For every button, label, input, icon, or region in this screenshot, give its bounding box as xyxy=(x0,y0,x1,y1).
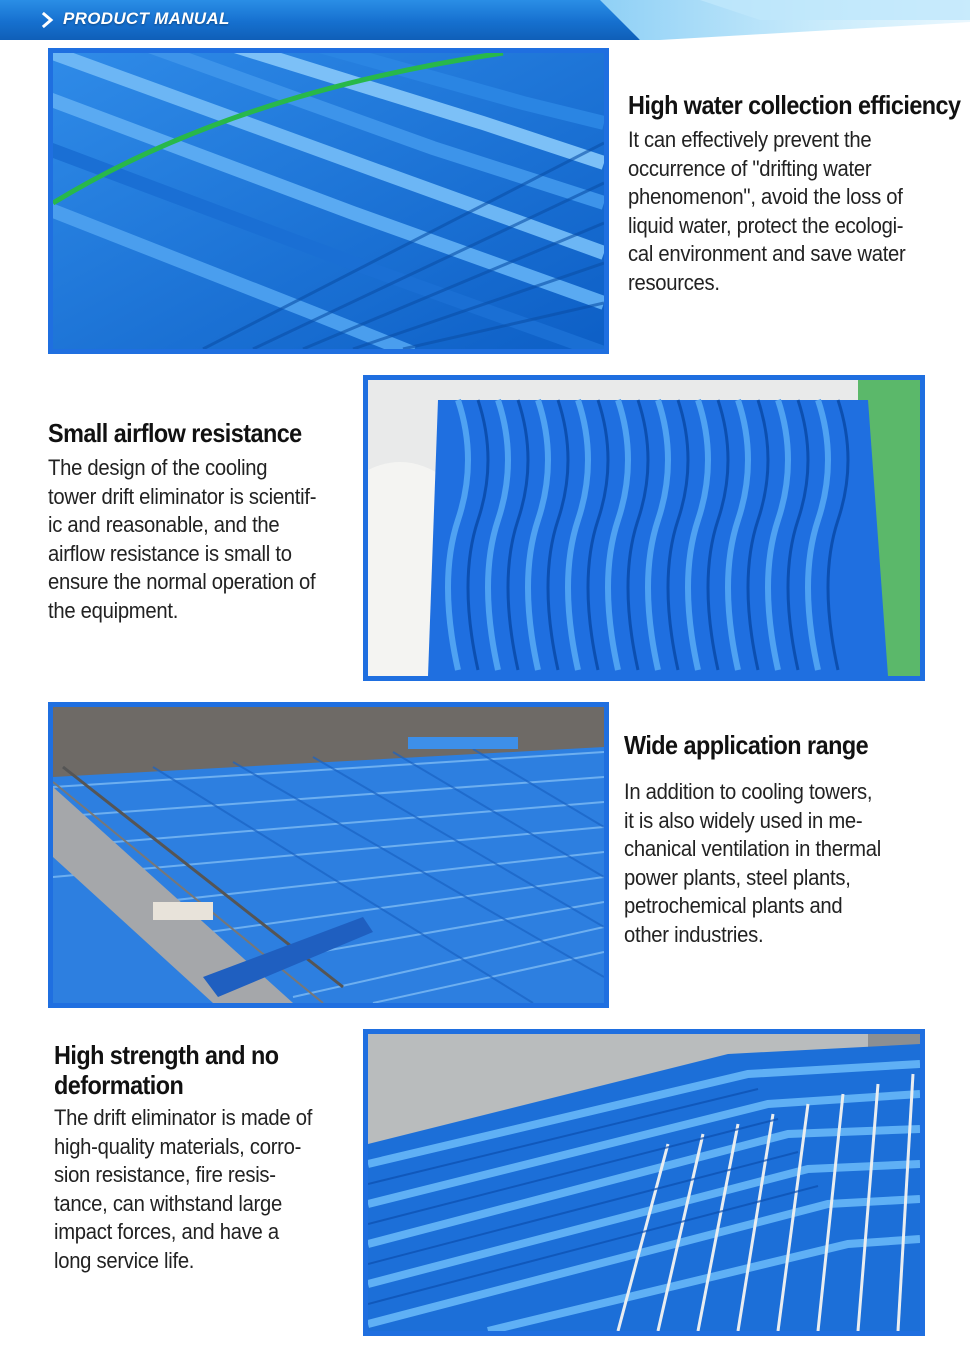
description-line: tance, can withstand large xyxy=(54,1190,282,1216)
heading-line: deformation xyxy=(54,1070,184,1100)
installed-tower-deck-photo-icon xyxy=(53,707,604,1003)
feature-block-3 xyxy=(624,730,954,950)
description-line: The design of the cooling xyxy=(48,455,268,480)
heading-line: High strength and no xyxy=(54,1040,279,1070)
description-line: airflow resistance is small to xyxy=(48,540,292,566)
feature-description xyxy=(48,454,358,626)
feature-block-4 xyxy=(54,1040,354,1276)
description-line: The drift eliminator is made of xyxy=(54,1105,313,1130)
description-line: phenomenon", avoid the loss of xyxy=(628,184,903,210)
stacked-blue-profiles-photo-icon xyxy=(53,53,604,349)
description-line: ensure the normal operation of xyxy=(48,569,316,595)
description-line: In addition to cooling towers, xyxy=(624,779,873,804)
chevron-right-icon xyxy=(40,12,56,28)
stacked-blade-modules-photo-icon xyxy=(368,1034,920,1331)
description-line: power plants, steel plants, xyxy=(624,864,851,890)
description-line: It can effectively prevent the xyxy=(628,127,872,152)
description-line: chanical ventilation in thermal xyxy=(624,836,881,862)
feature-heading: Small airflow resistance xyxy=(48,418,302,448)
product-photo-3 xyxy=(48,702,609,1008)
description-line: ic and reasonable, and the xyxy=(48,512,280,538)
header-banner xyxy=(0,0,970,40)
feature-description xyxy=(628,126,958,298)
feature-block-2 xyxy=(48,418,358,626)
description-line: other industries. xyxy=(624,921,764,947)
description-line: tower drift eliminator is scientif- xyxy=(48,483,317,509)
page-title: PRODUCT MANUAL xyxy=(63,9,230,28)
description-line: petrochemical plants and xyxy=(624,893,843,919)
description-line: sion resistance, fire resis- xyxy=(54,1162,276,1188)
wave-blade-closeup-photo-icon xyxy=(368,380,920,676)
description-line: liquid water, protect the ecologi- xyxy=(628,212,904,238)
description-line: impact forces, and have a xyxy=(54,1219,279,1245)
description-line: high-quality materials, corro- xyxy=(54,1133,302,1159)
product-photo-2 xyxy=(363,375,925,681)
description-line: occurrence of "drifting water xyxy=(628,155,872,181)
description-line: the equipment. xyxy=(48,597,179,623)
description-line: cal environment and save water xyxy=(628,241,906,267)
product-photo-1 xyxy=(48,48,609,354)
feature-heading xyxy=(54,1040,324,1100)
description-line: resources. xyxy=(628,269,720,295)
feature-block-1 xyxy=(628,90,961,298)
feature-description xyxy=(54,1104,354,1276)
description-line: long service life. xyxy=(54,1247,195,1273)
feature-heading: High water collection efficiency xyxy=(628,90,961,120)
feature-description xyxy=(624,778,954,950)
feature-heading: Wide application range xyxy=(624,730,869,760)
description-line: it is also widely used in me- xyxy=(624,807,863,833)
product-photo-4 xyxy=(363,1029,925,1336)
